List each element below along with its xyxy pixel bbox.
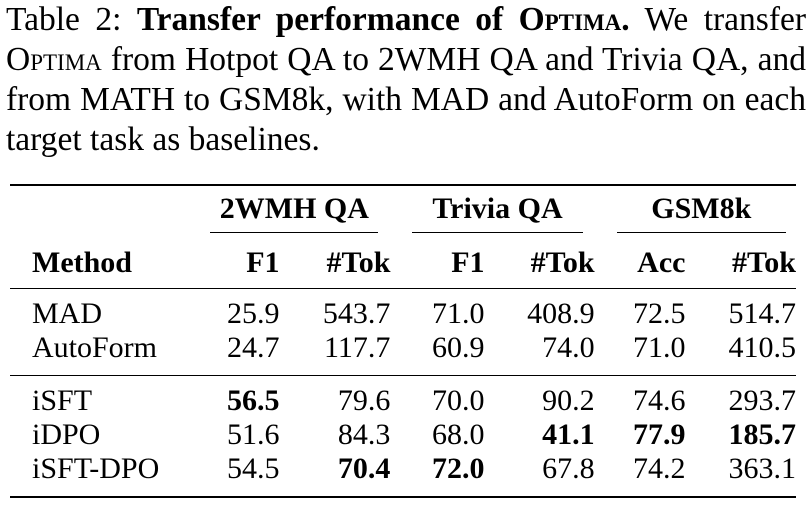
table-row — [10, 452, 796, 497]
method-cell: MAD — [32, 297, 103, 330]
value-cell-best: 56.5 — [227, 384, 280, 417]
value-cell: 74.6 — [632, 384, 686, 417]
value-cell: 70.0 — [432, 384, 485, 417]
metric-header: #Tok — [732, 246, 796, 279]
value-cell: 74.0 — [542, 331, 595, 364]
value-cell: 71.0 — [432, 297, 485, 330]
method-cell: iSFT — [32, 384, 93, 417]
value-cell: 90.2 — [542, 384, 595, 417]
caption-label: Table 2: — [6, 1, 122, 38]
group-label-trivia: Trivia QA — [412, 192, 582, 233]
group-header-trivia — [390, 185, 594, 238]
table-row — [10, 418, 796, 452]
table-row — [10, 331, 796, 376]
value-cell: 25.9 — [227, 297, 280, 330]
method-cell: iSFT-DPO — [32, 452, 160, 485]
table-row — [10, 376, 796, 419]
value-cell: 67.8 — [542, 452, 595, 485]
value-cell-best: 185.7 — [728, 418, 796, 451]
group-header-row — [10, 185, 796, 238]
value-cell: 79.6 — [337, 384, 391, 417]
value-cell: 543.7 — [322, 297, 391, 330]
value-cell-best: 72.0 — [432, 452, 485, 485]
value-cell: 408.9 — [527, 297, 595, 330]
metric-header: #Tok — [326, 246, 391, 279]
table-caption — [6, 0, 806, 160]
group-label-2wmh: 2WMH QA — [210, 192, 378, 233]
value-cell: 54.5 — [227, 452, 280, 485]
caption-bold-title — [137, 1, 630, 38]
caption-text-1: We transfer — [644, 1, 807, 38]
value-cell: 72.5 — [632, 297, 686, 330]
empty-header-cell — [10, 185, 198, 238]
value-cell: 293.7 — [728, 384, 796, 417]
method-cell: iDPO — [32, 418, 101, 451]
method-header: Method — [32, 246, 132, 279]
group-header-gsm8k — [595, 185, 796, 238]
value-cell: 117.7 — [324, 331, 391, 364]
group-header-2wmh — [198, 185, 390, 238]
results-table — [10, 184, 796, 498]
value-cell: 74.2 — [632, 452, 686, 485]
metric-header-row — [10, 238, 796, 289]
caption-bold-lead: Transfer performance of — [136, 1, 504, 38]
value-cell: 51.6 — [227, 418, 280, 451]
value-cell: 410.5 — [728, 331, 796, 364]
value-cell-best: 70.4 — [337, 452, 391, 485]
value-cell-best: 41.1 — [542, 418, 595, 451]
metric-header: F1 — [451, 246, 485, 279]
table-row — [10, 289, 796, 332]
caption-bold-end: . — [621, 1, 630, 38]
group-label-gsm8k: GSM8k — [617, 192, 786, 233]
caption-system-name-2: Optima — [6, 41, 102, 78]
method-cell: AutoForm — [32, 331, 158, 364]
caption-text-2: from Hotpot QA to 2WMH QA and Trivia QA, and from MATH to GSM8k, with MAD and AutoForm on each target task as baselines. — [6, 41, 806, 158]
value-cell-best: 77.9 — [632, 418, 686, 451]
value-cell: 71.0 — [632, 331, 686, 364]
metric-header: F1 — [246, 246, 280, 279]
value-cell: 514.7 — [728, 297, 796, 330]
caption-system-name: Optima — [518, 1, 622, 38]
value-cell: 363.1 — [728, 452, 796, 485]
metric-header: Acc — [637, 246, 686, 279]
value-cell: 60.9 — [432, 331, 485, 364]
value-cell: 84.3 — [337, 418, 391, 451]
value-cell: 24.7 — [227, 331, 280, 364]
metric-header: #Tok — [530, 246, 595, 279]
value-cell: 68.0 — [432, 418, 485, 451]
